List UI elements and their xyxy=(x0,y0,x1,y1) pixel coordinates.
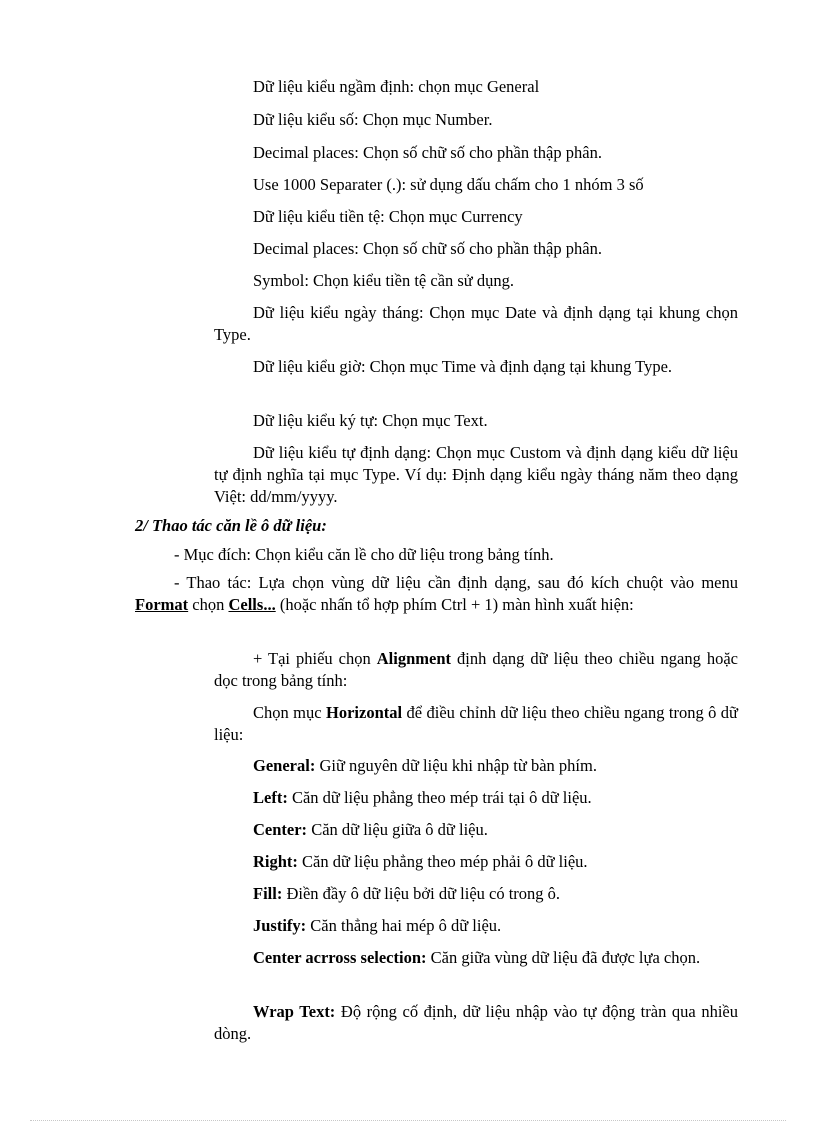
alignment-term: Alignment xyxy=(376,649,451,668)
line-currency-type: Dữ liệu kiểu tiền tệ: Chọn mục Currency xyxy=(253,207,523,226)
line-decimal-places: Decimal places: Chọn số chữ số cho phần thập phân. xyxy=(253,143,602,162)
option-general: General: Giữ nguyên dữ liệu khi nhập từ bàn phím. xyxy=(253,756,597,775)
horizontal-paragraph: Chọn mục Horizontal để điều chỉnh dữ liệu theo chiều ngang trong ô dữ liệu: xyxy=(214,703,738,744)
line-thousand-separator: Use 1000 Separater (.): sử dụng dấu chấm cho 1 nhóm 3 số xyxy=(253,175,644,194)
line-time-type: Dữ liệu kiểu giờ: Chọn mục Time và định dạng tại khung Type. xyxy=(253,357,673,376)
option-justify: Justify: Căn thẳng hai mép ô dữ liệu. xyxy=(253,916,502,935)
option-right: Right: Căn dữ liệu phẳng theo mép phải ô dữ liệu. xyxy=(253,852,588,871)
alignment-tab-paragraph: + Tại phiếu chọn Alignment định dạng dữ liệu theo chiều ngang hoặc dọc trong bảng tính: xyxy=(214,649,738,690)
page-bottom-rule xyxy=(30,1120,786,1121)
option-center: Center: Căn dữ liệu giữa ô dữ liệu. xyxy=(253,820,488,839)
option-wrap-text: Wrap Text: Độ rộng cố định, dữ liệu nhập vào tự động tràn qua nhiều dòng. xyxy=(214,1002,738,1043)
line-symbol: Symbol: Chọn kiểu tiền tệ cần sử dụng. xyxy=(253,271,515,290)
action-paragraph: - Thao tác: Lựa chọn vùng dữ liệu cần định dạng, sau đó kích chuột vào menu Format chọn Cells... (hoặc nhấn tổ hợp phím Ctrl + 1) màn hình xuất hiện: xyxy=(135,573,738,614)
option-center-across-selection: Center acrross selection: Căn giữa vùng dữ liệu đã được lựa chọn. xyxy=(253,948,701,967)
purpose-paragraph: - Mục đích: Chọn kiểu căn lề cho dữ liệu trong bảng tính. xyxy=(174,545,554,564)
option-fill: Fill: Điền đầy ô dữ liệu bởi dữ liệu có trong ô. xyxy=(253,884,561,903)
line-default-type: Dữ liệu kiểu ngầm định: chọn mục General xyxy=(253,77,540,96)
section-heading: 2/ Thao tác căn lề ô dữ liệu: xyxy=(135,516,327,535)
line-date-type: Dữ liệu kiểu ngày tháng: Chọn mục Date và định dạng tại khung chọn Type. xyxy=(214,303,738,344)
option-left: Left: Căn dữ liệu phẳng theo mép trái tại ô dữ liệu. xyxy=(253,788,592,807)
line-number-type: Dữ liệu kiểu số: Chọn mục Number. xyxy=(253,110,493,129)
line-custom-type: Dữ liệu kiểu tự định dạng: Chọn mục Custom và định dạng kiểu dữ liệu tự định nghĩa tại mục Type. Ví dụ: Định dạng kiểu ngày tháng năm theo dạng Việt: dd/mm/yyyy. xyxy=(214,443,738,506)
line-text-type: Dữ liệu kiểu ký tự: Chọn mục Text. xyxy=(253,411,488,430)
cells-menu-item: Cells... xyxy=(228,595,276,614)
horizontal-term: Horizontal xyxy=(326,703,403,722)
format-menu-name: Format xyxy=(135,595,189,614)
line-currency-decimal-places: Decimal places: Chọn số chữ số cho phần thập phân. xyxy=(253,239,602,258)
